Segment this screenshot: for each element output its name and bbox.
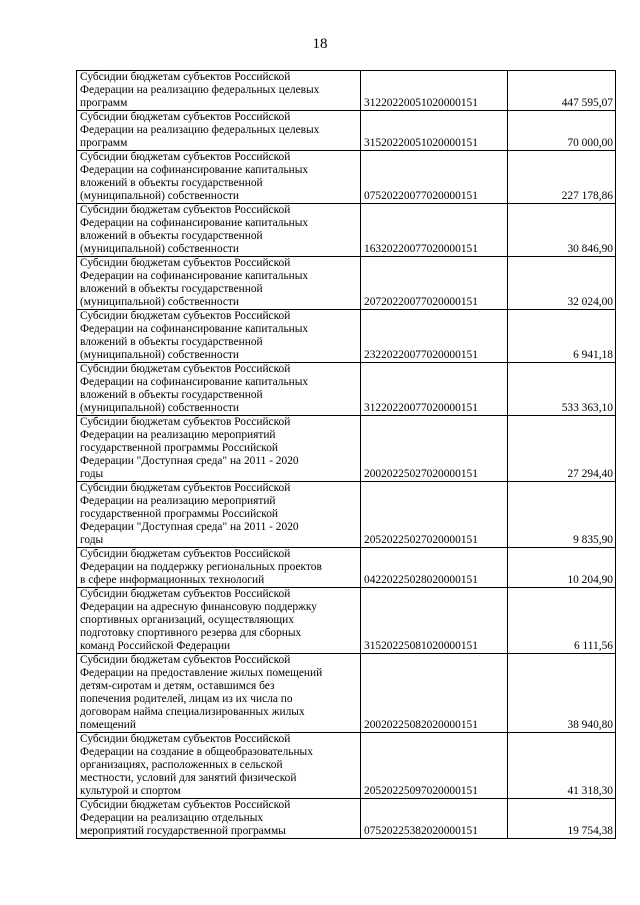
- amount-value: 10 204,90: [508, 548, 616, 588]
- row-description: Субсидии бюджетам субъектов Российской Федерации на адресную финансовую поддержку спортивных организаций, осуществляющих подготовку спортивного резерва для сборных команд Российской Федерации: [77, 588, 361, 654]
- table-row: [77, 204, 616, 257]
- amount-value: 19 754,38: [508, 799, 616, 839]
- row-description: Субсидии бюджетам субъектов Российской Федерации на реализацию федеральных целевых программ: [77, 71, 361, 111]
- table-row: [77, 799, 616, 839]
- budget-code: 20520225097020000151: [361, 733, 508, 799]
- row-description: Субсидии бюджетам субъектов Российской Федерации на софинансирование капитальных вложений в объекты государственной (муниципальной) собственности: [77, 151, 361, 204]
- amount-value: 41 318,30: [508, 733, 616, 799]
- table-row: [77, 151, 616, 204]
- table-row: [77, 71, 616, 111]
- amount-value: 9 835,90: [508, 482, 616, 548]
- amount-value: 30 846,90: [508, 204, 616, 257]
- amount-value: 27 294,40: [508, 416, 616, 482]
- amount-value: 6 941,18: [508, 310, 616, 363]
- row-description: Субсидии бюджетам субъектов Российской Федерации на предоставление жилых помещений детям-сиротам и детям, оставшимся без попечения родителей, лицам из их числа по договорам найма специализированных жилых помещений: [77, 654, 361, 733]
- table-row: [77, 654, 616, 733]
- budget-code: 31220220077020000151: [361, 363, 508, 416]
- amount-value: 227 178,86: [508, 151, 616, 204]
- row-description: Субсидии бюджетам субъектов Российской Федерации на реализацию мероприятий государственной программы Российской Федерации "Доступная среда" на 2011 - 2020 годы: [77, 416, 361, 482]
- budget-table: [76, 70, 616, 839]
- budget-code: 20520225027020000151: [361, 482, 508, 548]
- row-description: Субсидии бюджетам субъектов Российской Федерации на создание в общеобразовательных организациях, расположенных в сельской местности, условий для занятий физической культурой и спортом: [77, 733, 361, 799]
- row-description: Субсидии бюджетам субъектов Российской Федерации на софинансирование капитальных вложений в объекты государственной (муниципальной) собственности: [77, 363, 361, 416]
- row-description: Субсидии бюджетам субъектов Российской Федерации на софинансирование капитальных вложений в объекты государственной (муниципальной) собственности: [77, 204, 361, 257]
- table-row: [77, 111, 616, 151]
- row-description: Субсидии бюджетам субъектов Российской Федерации на реализацию мероприятий государственной программы Российской Федерации "Доступная среда" на 2011 - 2020 годы: [77, 482, 361, 548]
- amount-value: 533 363,10: [508, 363, 616, 416]
- budget-code: 16320220077020000151: [361, 204, 508, 257]
- budget-code: 20020225027020000151: [361, 416, 508, 482]
- budget-code: 31520225081020000151: [361, 588, 508, 654]
- page-number: 18: [312, 36, 328, 52]
- table-row: [77, 416, 616, 482]
- budget-code: 31220220051020000151: [361, 71, 508, 111]
- budget-code: 04220225028020000151: [361, 548, 508, 588]
- budget-code: 23220220077020000151: [361, 310, 508, 363]
- budget-code: 31520220051020000151: [361, 111, 508, 151]
- row-description: Субсидии бюджетам субъектов Российской Федерации на софинансирование капитальных вложений в объекты государственной (муниципальной) собственности: [77, 257, 361, 310]
- table-row: [77, 482, 616, 548]
- budget-code: 07520220077020000151: [361, 151, 508, 204]
- row-description: Субсидии бюджетам субъектов Российской Федерации на софинансирование капитальных вложений в объекты государственной (муниципальной) собственности: [77, 310, 361, 363]
- amount-value: 6 111,56: [508, 588, 616, 654]
- table-row: [77, 310, 616, 363]
- table-row: [77, 588, 616, 654]
- table-row: [77, 733, 616, 799]
- table-row: [77, 257, 616, 310]
- budget-code: 07520225382020000151: [361, 799, 508, 839]
- amount-value: 70 000,00: [508, 111, 616, 151]
- budget-table-body: [77, 71, 616, 839]
- budget-code: 20020225082020000151: [361, 654, 508, 733]
- table-row: [77, 548, 616, 588]
- amount-value: 447 595,07: [508, 71, 616, 111]
- table-row: [77, 363, 616, 416]
- budget-code: 20720220077020000151: [361, 257, 508, 310]
- row-description: Субсидии бюджетам субъектов Российской Федерации на поддержку региональных проектов в сфере информационных технологий: [77, 548, 361, 588]
- row-description: Субсидии бюджетам субъектов Российской Федерации на реализацию федеральных целевых программ: [77, 111, 361, 151]
- amount-value: 38 940,80: [508, 654, 616, 733]
- amount-value: 32 024,00: [508, 257, 616, 310]
- row-description: Субсидии бюджетам субъектов Российской Федерации на реализацию отдельных мероприятий государственной программы: [77, 799, 361, 839]
